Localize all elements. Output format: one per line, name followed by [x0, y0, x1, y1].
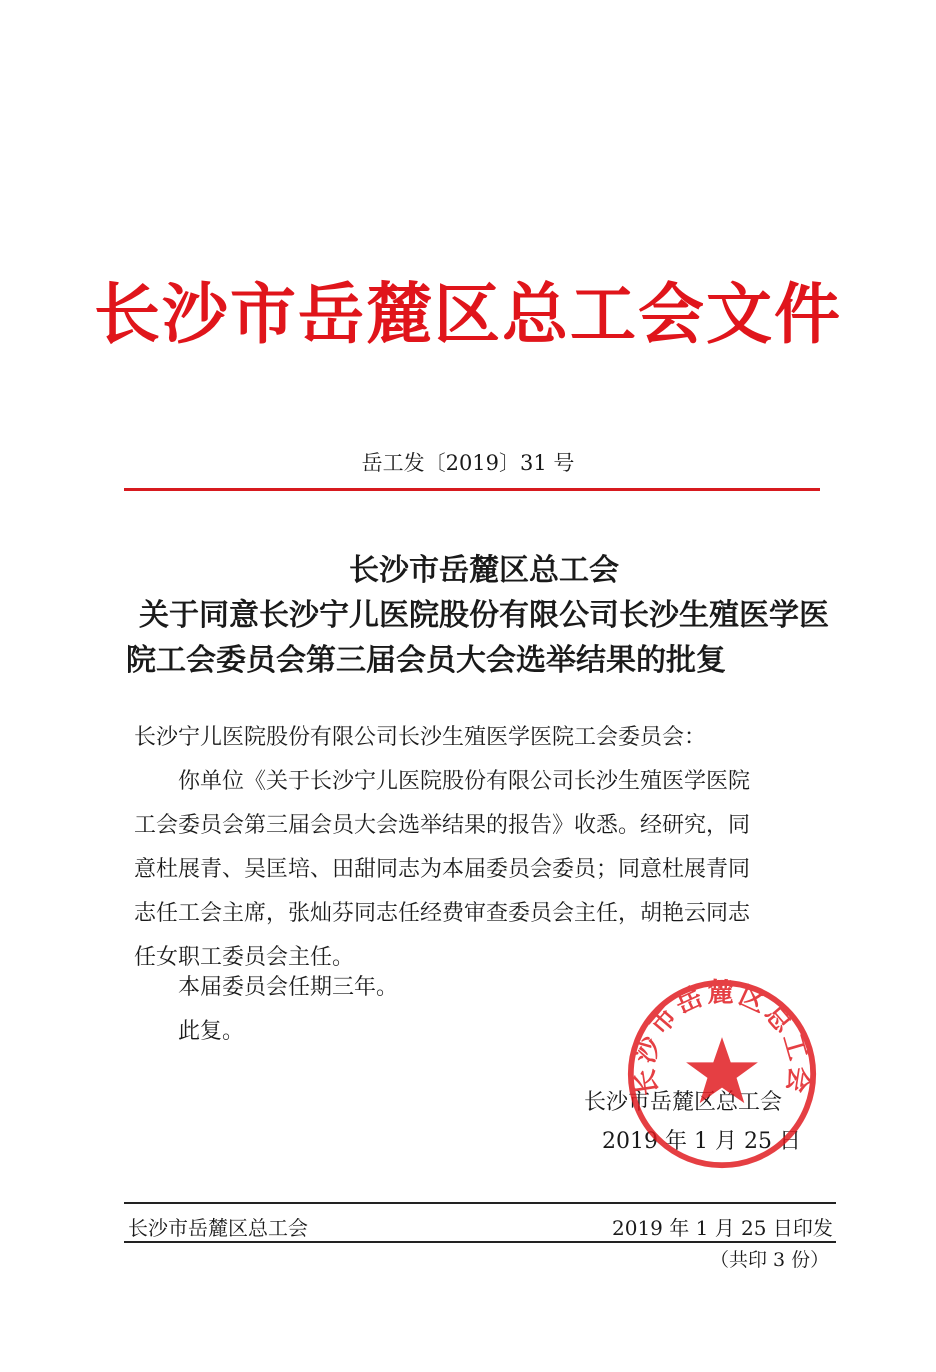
recipient: 长沙宁儿医院股份有限公司长沙生殖医学医院工会委员会： [134, 725, 707, 750]
header-red-rule [124, 488, 820, 491]
footer-print-date: 2019 年 1 月 25 日印发 [612, 1216, 833, 1240]
body-line: 任女职工委员会主任。 [134, 945, 355, 970]
footer-org: 长沙市岳麓区总工会 [128, 1216, 308, 1240]
body-line: 意杜展青、吴匡培、田甜同志为本届委员会委员；同意杜展青同 [134, 857, 751, 882]
document-header-title: 长沙市岳麓区总工会文件 [94, 275, 842, 353]
seal-star-icon [686, 1037, 758, 1103]
term-statement: 本届委员会任期三年。 [178, 975, 399, 1000]
footer-copies: （共印 3 份） [710, 1249, 830, 1271]
official-seal-stamp [625, 977, 819, 1171]
signature-date: 2019 年 1 月 25 日 [602, 1129, 801, 1154]
footer-rule-bottom [124, 1241, 836, 1243]
body-paragraph [134, 760, 750, 980]
document-number: 岳工发〔2019〕31 号 [361, 451, 575, 475]
seal-text: 长沙市岳麓区总工会 [628, 977, 816, 1098]
body-line: 志任工会主席，张灿芬同志任经费审查委员会主任，胡艳云同志 [134, 901, 751, 926]
footer-rule-top [124, 1202, 836, 1204]
body-line: 你单位《关于长沙宁儿医院股份有限公司长沙生殖医学医院 [178, 769, 751, 794]
signature-org: 长沙市岳麓区总工会 [584, 1090, 783, 1115]
closing-statement: 此复。 [178, 1019, 245, 1044]
subject-line-3: 院工会委员会第三届会员大会选举结果的批复 [126, 643, 726, 678]
body-line: 工会委员会第三届会员大会选举结果的报告》收悉。经研究，同 [134, 813, 751, 838]
subject-line-1: 长沙市岳麓区总工会 [349, 553, 619, 588]
document-subject [124, 548, 844, 683]
subject-line-2: 关于同意长沙宁儿医院股份有限公司长沙生殖医学医 [139, 598, 829, 633]
